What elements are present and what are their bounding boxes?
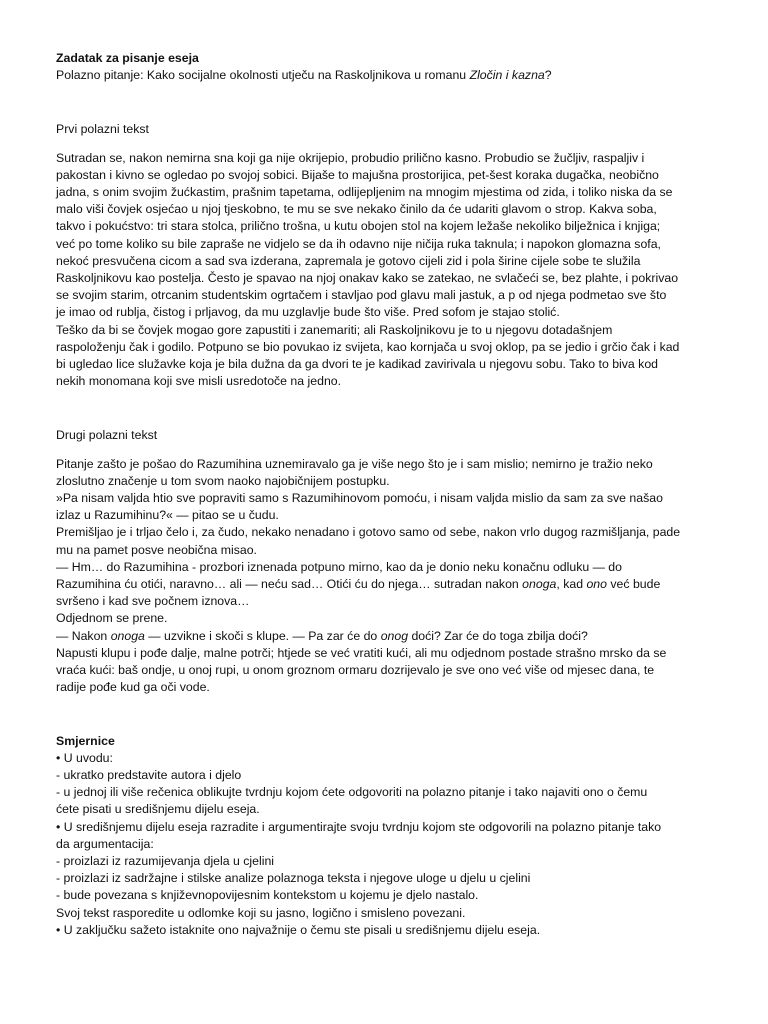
text-line: se svojim starim, otrcanim studentskim ogrtačem i stavljao pod glavu mali jastuk, a p od njega podmetao sve što [56, 288, 667, 303]
text-line: zloslutno značenje u tom svom naoko najobičnijem postupku. [56, 473, 390, 488]
italic-fragment: onoga [522, 577, 557, 592]
text-fragment: , kad [556, 577, 587, 592]
task-title: Zadatak za pisanje eseja [56, 51, 199, 65]
text-line: svršeno i kad sve počnem iznova… [56, 594, 250, 609]
text-fragment: Razumihina ću otići, naravno… ali — neću sad… Otići ću do njega… sutradan nakon [56, 577, 523, 592]
text-line: raspoloženju čak i godilo. Potpuno se bio povukao iz svijeta, kao kornjača u svoj oklop, pa se jedio i grčio čak i kad [56, 339, 680, 354]
guideline-line: • U zaključku sažeto istaknite ono najvažnije o čemu ste pisali u središnjemu dijelu eseja. [56, 922, 541, 937]
guideline-line: - ukratko predstavite autora i djelo [56, 767, 242, 782]
text-line: već po tome koliko su bile zapraše ne vidjelo se da ih odavno nije ničija ruka taknula; i napokon glomazna sofa, [56, 236, 661, 251]
text-line: takvo i pokućstvo: tri stara stolca, prilično trošna, u kutu obojen stol na kojem ležaše nekoliko bilježnica i knjiga; [56, 219, 661, 234]
text-line: radije pođe kud ga oči vode. [56, 680, 210, 695]
novel-title: Zločin i kazna [469, 68, 545, 83]
text-line: Teško da bi se čovjek mogao gore zapustiti i zanemariti; ali Raskoljnikovu je to u njegovu dotadašnjem [56, 322, 613, 337]
guideline-line: - bude povezana s književnopovijesnim kontekstom u kojemu je djelo nastalo. [56, 888, 479, 903]
text-line [56, 628, 728, 645]
text-line: izlaz u Razumihinu?« — pitao se u čudu. [56, 508, 279, 523]
guideline-line: ćete pisati u središnjemu dijelu eseja. [56, 802, 260, 817]
text-line: nekoć presvučena cicom a sad sva izderana, zapremala je gotovo cijeli zid i pola širine cijele sobe te služila [56, 253, 641, 268]
text-line: Sutradan se, nakon nemirna sna koji ga nije okrijepio, probudio prilično kasno. Probudio se žučljiv, raspaljiv i [56, 150, 645, 165]
text-line: Napusti klupu i pođe dalje, malne potrči; htjede se već vratiti kući, ali mu odjednom postade strašno mrsko da se [56, 645, 667, 660]
italic-fragment: ono [586, 577, 607, 592]
text-line: Premišljao je i trljao čelo i, za čudo, nekako nenadano i gotovo samo od sebe, nakon vrlo dugog razmišljanja, pade [56, 525, 681, 540]
first-text-body [56, 150, 728, 391]
second-text-body [56, 456, 728, 697]
text-fragment: — uzvikne i skoči s klupe. — Pa zar će do [144, 628, 381, 643]
italic-fragment: onog [380, 628, 409, 643]
essay-question [56, 67, 728, 84]
text-fragment: doći? Zar će do toga zbilja doći? [408, 628, 588, 643]
text-line [56, 576, 728, 593]
text-line: je imao od rublja, čistog i prljavog, da mu uzglavlje bude što više. Pred sofom je stajao stolić. [56, 305, 560, 320]
text-line: jadna, s onim svojim žućkastim, prašnim tapetama, odlijepljenim na mnogim mjestima od zida, i toliko niska da se [56, 185, 673, 200]
text-line: vraća kući: baš ondje, u onoj rupi, u onom groznom ormaru dozrijevalo je sve ono već više od mjesec dana, te [56, 663, 655, 678]
guideline-line: Svoj tekst rasporedite u odlomke koji su jasno, logično i smisleno povezani. [56, 905, 466, 920]
text-line: Pitanje zašto je pošao do Razumihina uznemiravalo ga je više nego što je i sam mislio; nemirno je tražio neko [56, 456, 653, 471]
text-line: Odjednom se prene. [56, 611, 168, 626]
text-line: nekih monomana koji sve misli usredotoče na jedno. [56, 374, 342, 389]
text-line: bi ugledao lice služavke koja je bila dužna da ga dvori te je kadikad zavirivala u njegovu sobu. Tako to biva kod [56, 357, 659, 372]
guideline-line: - proizlazi iz razumijevanja djela u cjelini [56, 853, 275, 868]
second-text-heading: Drugi polazni tekst [56, 428, 158, 443]
text-line: Raskoljnikovu kao postelja. Često je spavao na njoj onakav kako se zatekao, ne svlačeći se, bez plahte, i pokrivao [56, 271, 679, 286]
text-line: »Pa nisam valjda htio sve popraviti samo s Razumihinovom pomoću, i nisam valjda mislio da sam za sve našao [56, 491, 663, 506]
first-text-heading: Prvi polazni tekst [56, 122, 149, 137]
text-line: mu na pamet posve neobična misao. [56, 542, 257, 557]
text-fragment: već bude [606, 577, 661, 592]
text-line: malo viši čovjek osjećao u njoj tjeskobno, te mu se sve nekako činilo da će udariti glavom o strop. Kakva soba, [56, 202, 657, 217]
guidelines-heading: Smjernice [56, 733, 115, 748]
text-line: pakostan i kivno se ogledao po svojoj sobici. Bijaše to majušna prostorijica, pet-šest koraka dugačka, neobično [56, 167, 659, 182]
question-suffix: ? [544, 68, 552, 83]
guideline-line: • U uvodu: [56, 750, 113, 765]
question-prefix: Polazno pitanje: Kako socijalne okolnosti utječu na Raskoljnikova u romanu [56, 68, 470, 83]
text-fragment: — Nakon [56, 628, 111, 643]
guideline-line: - u jednoj ili više rečenica oblikujte tvrdnju kojom ćete odgovoriti na polazno pitanje i tako najaviti ono o čemu [56, 785, 648, 800]
guideline-line: da argumentacija: [56, 836, 154, 851]
guidelines-body [56, 750, 728, 939]
guideline-line: - proizlazi iz sadržajne i stilske analize polaznoga teksta i njegove uloge u djelu u cjelini [56, 871, 531, 886]
italic-fragment: onoga [110, 628, 145, 643]
text-line: — Hm… do Razumihina - prozbori iznenada potpuno mirno, kao da je donio neku konačnu odluku — do [56, 559, 622, 574]
guideline-line: • U središnjemu dijelu eseja razradite i argumentirajte svoju tvrdnju kojom ste odgovorili na polazno pitanje tako [56, 819, 662, 834]
